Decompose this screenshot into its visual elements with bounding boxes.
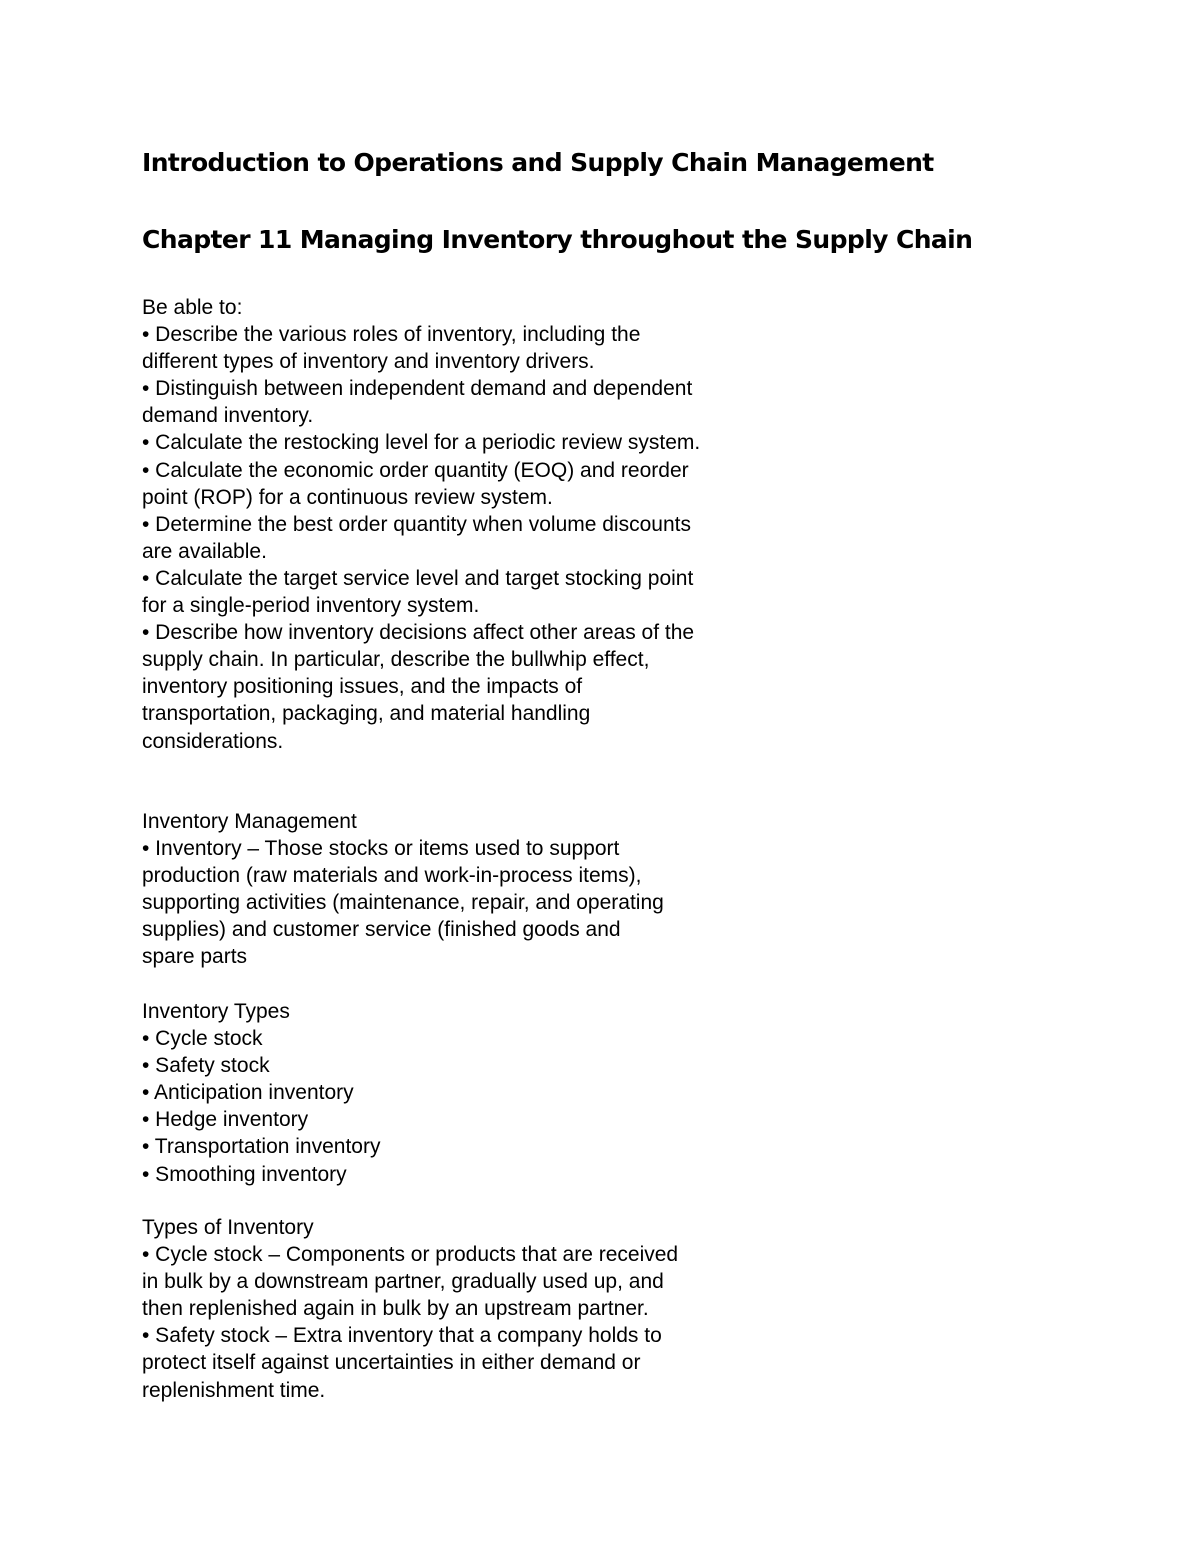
definition-line: spare parts [142, 945, 248, 969]
objective-item [142, 457, 822, 511]
objective-line: • Distinguish between independent demand and dependent [142, 377, 693, 401]
objective-line: • Calculate the target service level and target stocking point [142, 566, 694, 590]
objective-line: considerations. [142, 729, 284, 753]
list-item: • Safety stock [142, 1054, 270, 1078]
list-item: • Hedge inventory [142, 1108, 309, 1132]
objective-item [142, 375, 822, 429]
objective-line: for a single-period inventory system. [142, 594, 480, 618]
objective-item [142, 321, 822, 375]
definition-line: supplies) and customer service (finished goods and [142, 918, 621, 942]
objective-item [142, 511, 822, 565]
objective-line: inventory positioning issues, and the impacts of [142, 675, 583, 699]
objective-line: are available. [142, 539, 267, 563]
objective-item [142, 429, 822, 456]
definition-line: protect itself against uncertainties in either demand or [142, 1351, 641, 1375]
definition-line: • Cycle stock – Components or products that are received [142, 1243, 679, 1267]
learning-objectives-section [142, 294, 822, 755]
list-item: • Cycle stock [142, 1027, 263, 1051]
definition-item [142, 835, 822, 970]
objective-item [142, 565, 822, 619]
section-heading: Inventory Management [142, 810, 357, 833]
definition-line: • Safety stock – Extra inventory that a company holds to [142, 1324, 662, 1348]
document-title: Introduction to Operations and Supply Chain Management [142, 148, 934, 177]
objective-line: point (ROP) for a continuous review system. [142, 485, 553, 509]
inventory-management-section [142, 808, 822, 971]
objective-line: transportation, packaging, and material handling [142, 702, 591, 726]
types-of-inventory-section [142, 1214, 822, 1404]
chapter-title: Chapter 11 Managing Inventory throughout the Supply Chain [142, 225, 973, 254]
objectives-intro: Be able to: [142, 296, 243, 319]
definition-item [142, 1241, 822, 1322]
section-heading: Inventory Types [142, 1000, 290, 1023]
definition-line: in bulk by a downstream partner, gradually used up, and [142, 1270, 664, 1294]
definition-line: production (raw materials and work-in-process items), [142, 864, 642, 888]
objective-line: • Calculate the economic order quantity (EOQ) and reorder [142, 458, 689, 482]
definition-line: replenishment time. [142, 1378, 326, 1402]
list-item: • Anticipation inventory [142, 1081, 354, 1105]
inventory-types-section [142, 998, 822, 1188]
definition-line: then replenished again in bulk by an upstream partner. [142, 1297, 649, 1321]
list-item: • Transportation inventory [142, 1135, 381, 1159]
definition-line: • Inventory – Those stocks or items used to support [142, 837, 620, 861]
objective-line: demand inventory. [142, 404, 314, 428]
objective-line: • Describe how inventory decisions affect other areas of the [142, 621, 695, 645]
objective-line: • Describe the various roles of inventory, including the [142, 323, 641, 347]
section-heading: Types of Inventory [142, 1216, 314, 1239]
objective-item [142, 619, 822, 754]
definition-item [142, 1322, 822, 1403]
list-item: • Smoothing inventory [142, 1162, 347, 1186]
objective-line: • Calculate the restocking level for a periodic review system. [142, 431, 701, 455]
objective-line: supply chain. In particular, describe the bullwhip effect, [142, 648, 650, 672]
definition-line: supporting activities (maintenance, repair, and operating [142, 891, 664, 915]
objective-line: different types of inventory and inventory drivers. [142, 350, 595, 374]
objective-line: • Determine the best order quantity when volume discounts [142, 512, 691, 536]
